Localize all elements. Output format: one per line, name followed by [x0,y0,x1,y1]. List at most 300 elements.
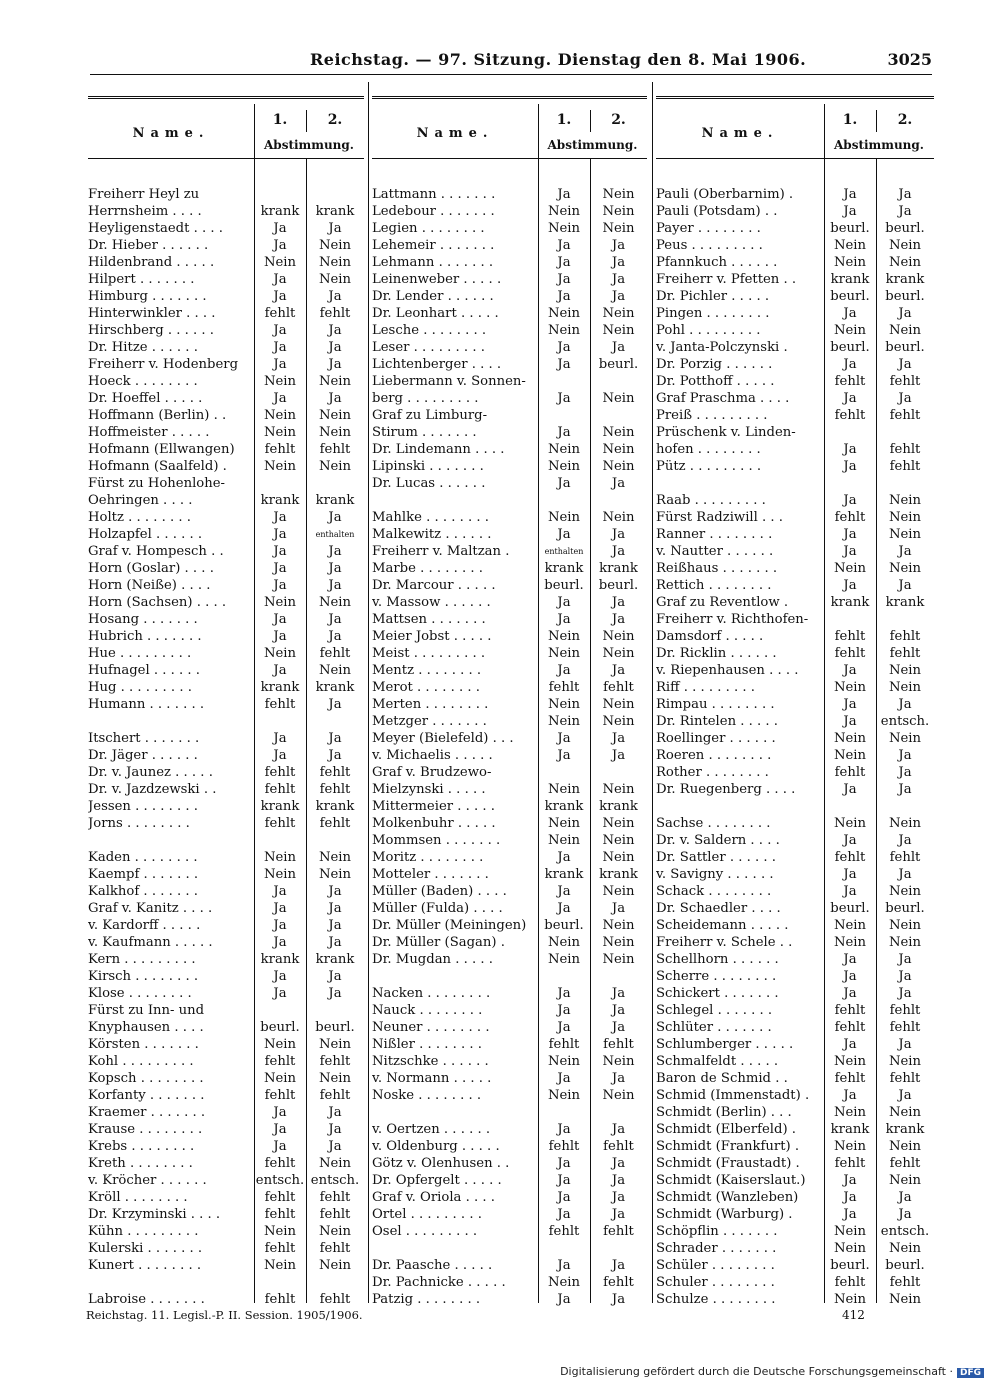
vote-2-value: Nein [318,1224,352,1239]
vote-2-value: beurl. [885,221,925,236]
vote-2-value: Nein [602,935,635,950]
vote-1-value: Ja [273,289,287,304]
vote-1-value: Ja [273,238,287,253]
vote-1-value: Nein [263,1224,297,1239]
vote-1-value: entsch. [255,1173,305,1188]
table-row [372,1121,647,1138]
table-row [372,526,647,543]
vote-1-value: Nein [547,714,581,729]
vote2-heading: 2. [897,112,913,128]
member-name: Kalkhof . . . . . . . [88,884,198,899]
member-name: Horn (Sachsen) . . . . [88,595,227,610]
vote-1-value: Ja [557,187,571,202]
vote-1-value: fehlt [264,1156,296,1171]
table-row [372,730,647,747]
table-row [372,407,647,424]
member-name: Schellhorn . . . . . . [656,952,779,967]
member-name: Rimpau . . . . . . . . [656,697,775,712]
table-row [88,679,364,696]
vote-1-value: Ja [273,578,287,593]
vote-1-value: Ja [843,884,857,899]
vote-2-value: Nein [602,1088,635,1103]
member-name: Mielzynski . . . . . [372,782,486,797]
vote-2-value: Nein [888,680,922,695]
vote-2-value: Nein [602,714,635,729]
vote-1-value: Nein [547,306,581,321]
vote-1-value: Nein [263,1071,297,1086]
table-row [372,373,647,390]
member-name: Patzig . . . . . . . . [372,1292,481,1307]
member-name: Stirum . . . . . . . [372,425,477,440]
vote-2-value: fehlt [889,1020,921,1035]
vote-2-value: Nein [888,527,922,542]
vote-1-value: Ja [273,986,287,1001]
vote-2-value: Nein [318,663,352,678]
member-name: Meier Jobst . . . . . [372,629,492,644]
member-name: Payer . . . . . . . . [656,221,761,236]
member-name: Hinterwinkler . . . . [88,306,216,321]
vote-2-value: Ja [328,391,342,406]
member-name: Dr. v. Jazdzewski . . [88,782,217,797]
member-name: v. Kröcher . . . . . . [88,1173,207,1188]
member-name: Osel . . . . . . . . . [372,1224,478,1239]
vote-2-value: Ja [328,697,342,712]
vote-1-value: Nein [547,952,581,967]
member-name: Dr. Leonhart . . . . . [372,306,499,321]
vote-1-value: fehlt [834,1020,866,1035]
table-row [372,271,647,288]
member-name: v. Janta-Polczynski . [656,340,788,355]
table-row [656,1053,934,1070]
member-name: Pütz . . . . . . . . . [656,459,762,474]
vote-2-value: Ja [328,731,342,746]
table-row [372,645,647,662]
member-name: Mahlke . . . . . . . . [372,510,489,525]
member-name: Nacken . . . . . . . . [372,986,491,1001]
vote-2-value: Nein [888,1292,922,1307]
vote-2-value: Ja [898,1037,912,1052]
member-name: Peus . . . . . . . . . [656,238,763,253]
member-name: Scherre . . . . . . . . [656,969,777,984]
vote-2-value: Ja [898,952,912,967]
abstimmung-heading: Abstimmung. [547,138,638,152]
vote-2-value: Nein [888,1139,922,1154]
vote-2-value: Nein [318,459,352,474]
table-row [88,560,364,577]
table-row [88,220,364,237]
member-name: Meyer (Bielefeld) . . . [372,731,514,746]
table-row [656,611,934,628]
table-row [372,220,647,237]
table-top-rule [656,96,934,99]
table-row [88,900,364,917]
vote-1-value: Nein [547,510,581,525]
table-row [372,186,647,203]
table-row [656,1121,934,1138]
table-row [372,951,647,968]
member-name: Schrader . . . . . . . [656,1241,777,1256]
table-row [656,985,934,1002]
vote-2-value: Nein [888,816,922,831]
vote-1-value: fehlt [264,1241,296,1256]
table-row [88,475,364,492]
vote-1-value: fehlt [834,408,866,423]
member-name: v. Normann . . . . . [372,1071,492,1086]
vote-1-value: Ja [273,935,287,950]
member-name: Kraemer . . . . . . . [88,1105,206,1120]
vote-1-value: Nein [263,1258,297,1273]
name-heading: Name. [701,126,779,141]
vote-1-value: fehlt [264,1190,296,1205]
vote-1-value: Ja [557,527,571,542]
vote-2-value: fehlt [889,408,921,423]
member-name: Lehmann . . . . . . . [372,255,494,270]
vote-1-value: fehlt [264,765,296,780]
member-name: Roellinger . . . . . . [656,731,776,746]
table-row [656,866,934,883]
vote-2-value: Nein [602,952,635,967]
table-row [88,356,364,373]
vote-1-value: Nein [547,697,581,712]
vote-2-value: Ja [328,986,342,1001]
vote-2-value: fehlt [603,1037,634,1052]
member-name: Schmidt (Berlin) . . . [656,1105,792,1120]
member-name: Freiherr v. Pfetten . . [656,272,797,287]
member-name: Labroise . . . . . . . [88,1292,205,1307]
member-name: Graf v. Kanitz . . . . [88,901,213,916]
vote-2-value: fehlt [319,442,351,457]
table-row [372,509,647,526]
vote-1-value: Ja [843,493,857,508]
vote-2-value: fehlt [889,629,921,644]
member-name: Kröll . . . . . . . . [88,1190,188,1205]
vote-1-value: fehlt [548,1224,580,1239]
vote-2-value: fehlt [603,1275,634,1290]
vote-2-value: beurl. [885,901,925,916]
table-row [656,1257,934,1274]
member-name: Raab . . . . . . . . . [656,493,766,508]
vote-1-value: Nein [547,221,581,236]
vote-2-value: entsch. [880,1224,930,1239]
table-row [656,832,934,849]
vote-1-value: krank [260,493,300,508]
table-row [88,254,364,271]
vote-2-value: Nein [888,561,922,576]
vote-2-value: fehlt [319,765,351,780]
vote-1-value: beurl. [260,1020,300,1035]
vote-1-value: Ja [273,544,287,559]
vote-1-value: Ja [557,1292,571,1307]
table-row [656,356,934,373]
table-row [88,1257,364,1274]
table-row [88,951,364,968]
member-name: Dr. Opfergelt . . . . . [372,1173,502,1188]
vote-1-value: Ja [557,238,571,253]
member-name: Dr. Ricklin . . . . . . [656,646,777,661]
vote-1-value: Ja [843,952,857,967]
vote-1-value: Ja [557,748,571,763]
table-row [372,1155,647,1172]
vote-1-value: Ja [843,833,857,848]
table-row [656,322,934,339]
vote-1-value: beurl. [830,221,870,236]
table-row [88,186,364,203]
vote-2-value: Ja [328,323,342,338]
table-row [88,934,364,951]
member-name: Hilpert . . . . . . . [88,272,195,287]
vote-1-value: Ja [273,884,287,899]
member-name: Pauli (Oberbarnim) . [656,187,794,202]
member-name: Pohl . . . . . . . . . [656,323,761,338]
member-name: Ortel . . . . . . . . . [372,1207,482,1222]
member-name: v. Oertzen . . . . . . [372,1122,491,1137]
member-name: Horn (Neiße) . . . . [88,578,211,593]
vote-2-value: Nein [888,255,922,270]
member-name: Dr. Rintelen . . . . . [656,714,778,729]
vote-2-value: Ja [898,1190,912,1205]
member-name: Dr. Porzig . . . . . . [656,357,773,372]
member-name: Graf v. Hompesch . . [88,544,224,559]
table-row [88,543,364,560]
table-row [656,645,934,662]
table-row [88,730,364,747]
table-row [372,747,647,764]
member-name: Fürst zu Hohenlohe- [88,476,225,491]
member-name: Götz v. Olenhusen . . [372,1156,510,1171]
table-row [656,373,934,390]
table-row [372,458,647,475]
member-name: Dr. Schaedler . . . . [656,901,781,916]
vote-1-value: Ja [557,1173,571,1188]
member-name: Schack . . . . . . . . [656,884,772,899]
table-row [656,492,934,509]
table-row [88,798,364,815]
vote-2-value: krank [885,1122,925,1137]
member-name: Freiherr Heyl zu [88,187,200,202]
vote-1-value: Nein [833,1224,867,1239]
table-row [88,1121,364,1138]
vote-1-value: Nein [263,1037,297,1052]
member-name: Nitzschke . . . . . . [372,1054,489,1069]
member-name: Freiherr v. Schele . . [656,935,793,950]
vote-2-value: Ja [611,595,626,610]
vote-2-value: Nein [888,918,922,933]
table-row [88,305,364,322]
table-row [88,407,364,424]
member-name: Kunert . . . . . . . . [88,1258,202,1273]
vote-2-value: beurl. [315,1020,355,1035]
table-row [372,1240,647,1257]
member-name: Pauli (Potsdam) . . [656,204,778,219]
vote-1-value: Ja [843,204,857,219]
vote-2-value: Ja [611,1003,626,1018]
member-name: Sachse . . . . . . . . [656,816,771,831]
member-name: Itschert . . . . . . . [88,731,200,746]
vote-2-value: Ja [328,1122,342,1137]
member-name: Dr. Ruegenberg . . . . [656,782,796,797]
vote-1-value: fehlt [264,782,296,797]
vote-1-value: krank [544,867,584,882]
table-row [372,254,647,271]
vote-2-value: Nein [318,408,352,423]
table-row [656,883,934,900]
table-row [88,288,364,305]
table-row [88,424,364,441]
vote-2-value: entsch. [310,1173,360,1188]
vote-2-value: fehlt [603,1139,634,1154]
member-name: Hoffmeister . . . . . [88,425,210,440]
page-number: 3025 [887,50,932,69]
table-row [372,560,647,577]
vote-1-value: Ja [273,1139,287,1154]
vote-1-value: beurl. [830,340,870,355]
vote-1-value: Ja [843,714,857,729]
vote-1-value: Nein [833,731,867,746]
vote-2-value: Ja [328,561,342,576]
abstimmung-heading: Abstimmung. [834,138,924,152]
vote-2-value: Ja [611,340,626,355]
vote-2-value: Ja [898,1088,912,1103]
vote-1-value: Ja [557,850,571,865]
vote-2-value: krank [599,799,638,814]
table-row [88,1291,364,1308]
table-row [656,917,934,934]
table-row [372,849,647,866]
vote-1-value: Nein [547,459,581,474]
vote-2-value: Nein [318,374,352,389]
table-row [88,985,364,1002]
member-name: v. Oldenburg . . . . . [372,1139,500,1154]
member-name: Reißhaus . . . . . . . [656,561,778,576]
vote-1-value: Nein [547,833,581,848]
vote-1-value: fehlt [834,850,866,865]
vote-1-value: Nein [547,1275,581,1290]
vote-2-value: Ja [611,1173,626,1188]
table-row [88,203,364,220]
table-row [88,577,364,594]
table-row [372,543,647,560]
vote-1-value: Ja [843,391,857,406]
table-row [372,1002,647,1019]
vote-2-value: Ja [328,901,342,916]
vote-2-value: Ja [898,748,912,763]
table-row [372,305,647,322]
name-heading: Name. [416,126,494,141]
vote-1-value: Nein [833,238,867,253]
member-name: Hildenbrand . . . . . [88,255,215,270]
member-name: v. Riepenhausen . . . . [656,663,799,678]
table-row [88,492,364,509]
member-name: Lesche . . . . . . . . [372,323,487,338]
member-name: Dr. Pachnicke . . . . . [372,1275,506,1290]
member-name: Jorns . . . . . . . . [88,816,190,831]
table-row [372,798,647,815]
table-row [372,1036,647,1053]
vote-2-value: krank [315,204,355,219]
table-row [656,390,934,407]
vote-2-value: Nein [602,306,635,321]
member-name: Ledebour . . . . . . . [372,204,495,219]
member-name: Fürst Radziwill . . . [656,510,784,525]
table-row [88,1036,364,1053]
vote-2-value: Nein [602,629,635,644]
vote-1-value: Nein [547,1088,581,1103]
member-name: Dr. Lucas . . . . . . [372,476,486,491]
table-row [656,509,934,526]
vote-1-value: Nein [263,595,297,610]
vote-2-value: Ja [328,918,342,933]
vote-2-value: Ja [611,527,626,542]
vote-1-value: Ja [557,425,571,440]
table-row [656,696,934,713]
table-row [656,339,934,356]
table-row [372,815,647,832]
vote-1-value: fehlt [834,374,866,389]
vote-2-value: Nein [888,493,922,508]
table-row [372,611,647,628]
vote-2-value: Nein [888,731,922,746]
member-name: Kirsch . . . . . . . . [88,969,199,984]
member-name: Leser . . . . . . . . . [372,340,485,355]
vote-2-value: Ja [898,697,912,712]
vote-2-value: Nein [602,459,635,474]
member-name: Lattmann . . . . . . . [372,187,496,202]
table-row [372,1087,647,1104]
vote-1-value: krank [260,799,300,814]
vote-1-value: fehlt [264,697,296,712]
vote-2-value: Ja [611,663,626,678]
vote-2-value: Ja [611,272,626,287]
vote1-heading: 1. [556,112,572,128]
vote-2-value: Nein [318,238,352,253]
vote-2-value: Nein [602,816,635,831]
member-name: Motteler . . . . . . . [372,867,489,882]
vote-1-value: Nein [547,935,581,950]
table-row [372,1104,647,1121]
member-name: Schmidt (Elberfeld) . [656,1122,796,1137]
member-name: v. Massow . . . . . . [372,595,491,610]
vote-1-value: Ja [273,527,287,542]
vote-2-value: fehlt [319,306,351,321]
member-name: Hufnagel . . . . . . [88,663,200,678]
vote-2-value: Nein [602,697,635,712]
table-row [372,662,647,679]
member-name: Herrnsheim . . . . [88,204,202,219]
vote-2-value: krank [599,561,638,576]
member-name: Körsten . . . . . . . [88,1037,199,1052]
table-row [88,849,364,866]
member-name: Pingen . . . . . . . . [656,306,770,321]
vote-1-value: Ja [273,561,287,576]
table-row [656,1138,934,1155]
vote-2-value: Ja [328,544,342,559]
member-name: Lipinski . . . . . . . [372,459,484,474]
vote-2-value: Ja [898,204,912,219]
vote-2-value: krank [885,272,925,287]
vote-1-value: fehlt [834,1003,866,1018]
table-row [88,1189,364,1206]
member-name: Marbe . . . . . . . . [372,561,483,576]
vote-2-value: Ja [328,748,342,763]
table-row [372,1172,647,1189]
member-name: Prüschenk v. Linden- [656,425,796,440]
vote-1-value: Ja [273,272,287,287]
member-name: Schickert . . . . . . . [656,986,779,1001]
vote-1-value: Ja [843,544,857,559]
vote-1-value: Ja [273,731,287,746]
table-row [372,203,647,220]
member-name: Kühn . . . . . . . . . [88,1224,199,1239]
